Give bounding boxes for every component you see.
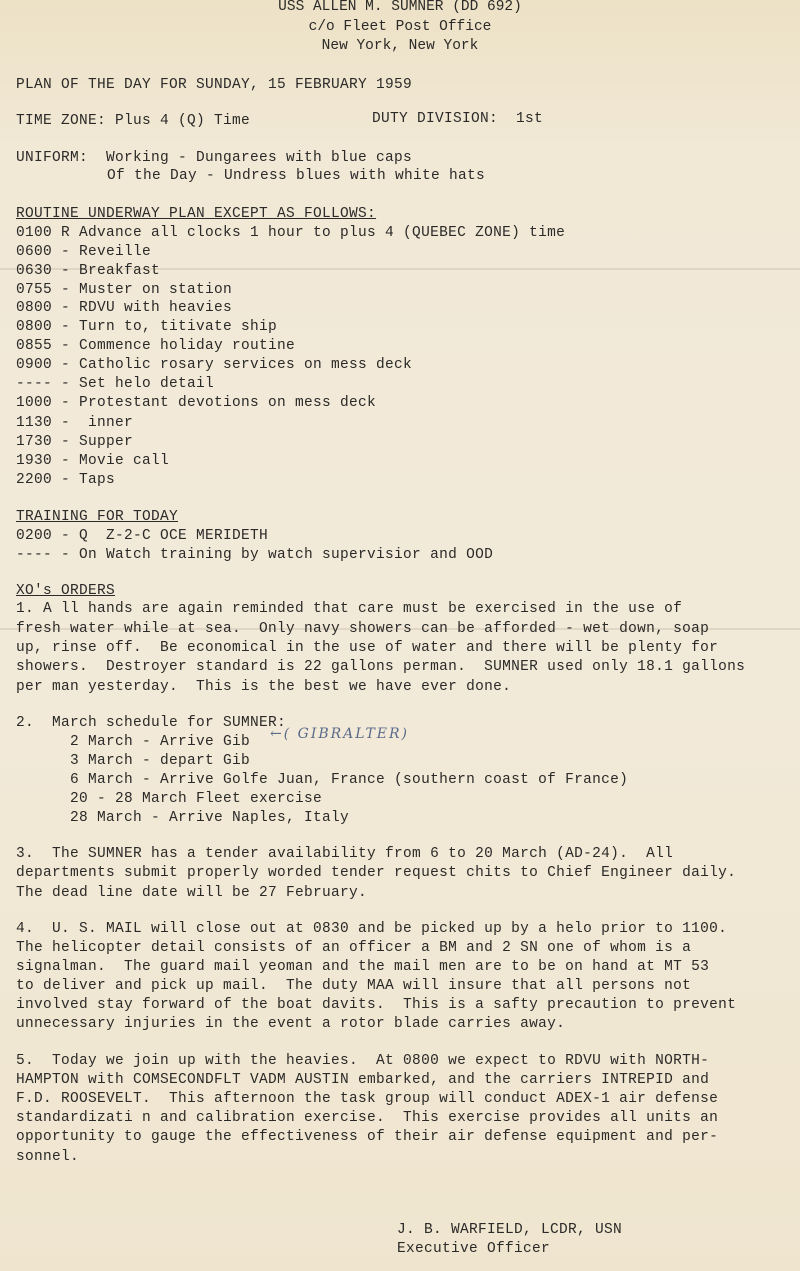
order-5-line: opportunity to gauge the effectiveness of their air defense equipment and per- bbox=[16, 1129, 719, 1145]
routine-item: 0100 R Advance all clocks 1 hour to plus 4 (QUEBEC ZONE) time bbox=[16, 225, 566, 241]
order-4-line: 4. U. S. MAIL will close out at 0830 and be picked up by a helo prior to 1100. bbox=[16, 921, 728, 937]
order-4-line: involved stay forward of the boat davits. This is a safty precaution to prevent bbox=[16, 997, 737, 1013]
letterhead-post-office: c/o Fleet Post Office bbox=[308, 19, 492, 35]
order-1-line: 1. A ll hands are again reminded that care must be exercised in the use of bbox=[16, 601, 683, 617]
routine-item: 0630 - Breakfast bbox=[16, 263, 161, 279]
routine-item: 0900 - Catholic rosary services on mess deck bbox=[16, 357, 413, 373]
uniform-working: UNIFORM: Working - Dungarees with blue caps bbox=[16, 150, 413, 166]
order-4-line: to deliver and pick up mail. The duty MAA will insure that all persons not bbox=[16, 978, 692, 994]
routine-item: 0600 - Reveille bbox=[16, 244, 152, 260]
routine-item: 0800 - RDVU with heavies bbox=[16, 300, 233, 316]
order-2-line: 6 March - Arrive Golfe Juan, France (southern coast of France) bbox=[16, 772, 629, 788]
letterhead-ship: USS ALLEN M. SUMNER (DD 692) bbox=[278, 0, 522, 15]
routine-item: 0755 - Muster on station bbox=[16, 282, 233, 298]
training-item: ---- - On Watch training by watch supervisior and OOD bbox=[16, 547, 494, 563]
order-5-line: standardizati n and calibration exercise. This exercise provides all units an bbox=[16, 1110, 719, 1126]
routine-item: 0855 - Commence holiday routine bbox=[16, 338, 296, 354]
order-5-line: HAMPTON with COMSECONDFLT VADM AUSTIN embarked, and the carriers INTREPID and bbox=[16, 1072, 710, 1088]
order-1-line: showers. Destroyer standard is 22 gallons perman. SUMNER used only 18.1 gallons bbox=[16, 659, 746, 675]
orders-heading: XO's ORDERS bbox=[16, 583, 116, 599]
order-1-line: up, rinse off. Be economical in the use of water and there will be plenty for bbox=[16, 640, 719, 656]
routine-item: 0800 - Turn to, titivate ship bbox=[16, 319, 278, 335]
training-heading: TRAINING FOR TODAY bbox=[16, 509, 179, 525]
routine-item: 1000 - Protestant devotions on mess deck bbox=[16, 395, 377, 411]
routine-item: 1930 - Movie call bbox=[16, 453, 170, 469]
order-3-line: departments submit properly worded tender request chits to Chief Engineer daily. bbox=[16, 865, 737, 881]
order-4-line: unnecessary injuries in the event a rotor blade carries away. bbox=[16, 1016, 566, 1032]
order-1-line: fresh water while at sea. Only navy showers can be afforded - wet down, soap bbox=[16, 621, 710, 637]
routine-heading: ROUTINE UNDERWAY PLAN EXCEPT AS FOLLOWS: bbox=[16, 206, 377, 222]
order-3-line: The dead line date will be 27 February. bbox=[16, 885, 368, 901]
plan-title: PLAN OF THE DAY FOR SUNDAY, 15 FEBRUARY 1959 bbox=[16, 77, 413, 93]
signature-name: J. B. WARFIELD, LCDR, USN bbox=[397, 1222, 623, 1238]
order-2-line: 20 - 28 March Fleet exercise bbox=[16, 791, 323, 807]
order-4-line: signalman. The guard mail yeoman and the mail men are to be on hand at MT 53 bbox=[16, 959, 710, 975]
order-5-line: 5. Today we join up with the heavies. At 0800 we expect to RDVU with NORTH- bbox=[16, 1053, 710, 1069]
handwritten-note: ←( GIBRALTER) bbox=[270, 726, 410, 742]
letterhead-city: New York, New York bbox=[321, 38, 479, 54]
order-4-line: The helicopter detail consists of an officer a BM and 2 SN one of whom is a bbox=[16, 940, 692, 956]
order-2-line: 2. March schedule for SUMNER: bbox=[16, 715, 287, 731]
order-2-line: 28 March - Arrive Naples, Italy bbox=[16, 810, 350, 826]
routine-item: ---- - Set helo detail bbox=[16, 376, 215, 392]
signature-title: Executive Officer bbox=[397, 1241, 551, 1257]
uniform-of-the-day: Of the Day - Undress blues with white hats bbox=[107, 168, 486, 184]
routine-item: 2200 - Taps bbox=[16, 472, 116, 488]
duty-division: DUTY DIVISION: 1st bbox=[372, 111, 544, 127]
time-zone: TIME ZONE: Plus 4 (Q) Time bbox=[16, 113, 251, 129]
order-1-line: per man yesterday. This is the best we have ever done. bbox=[16, 679, 512, 695]
routine-item: 1130 - inner bbox=[16, 415, 134, 431]
order-5-line: sonnel. bbox=[16, 1149, 80, 1165]
order-3-line: 3. The SUMNER has a tender availability from 6 to 20 March (AD-24). All bbox=[16, 846, 674, 862]
training-item: 0200 - Q Z-2-C OCE MERIDETH bbox=[16, 528, 269, 544]
routine-item: 1730 - Supper bbox=[16, 434, 134, 450]
order-2-line: 3 March - depart Gib bbox=[16, 753, 251, 769]
order-5-line: F.D. ROOSEVELT. This afternoon the task group will conduct ADEX-1 air defense bbox=[16, 1091, 719, 1107]
order-2-line: 2 March - Arrive Gib bbox=[16, 734, 251, 750]
